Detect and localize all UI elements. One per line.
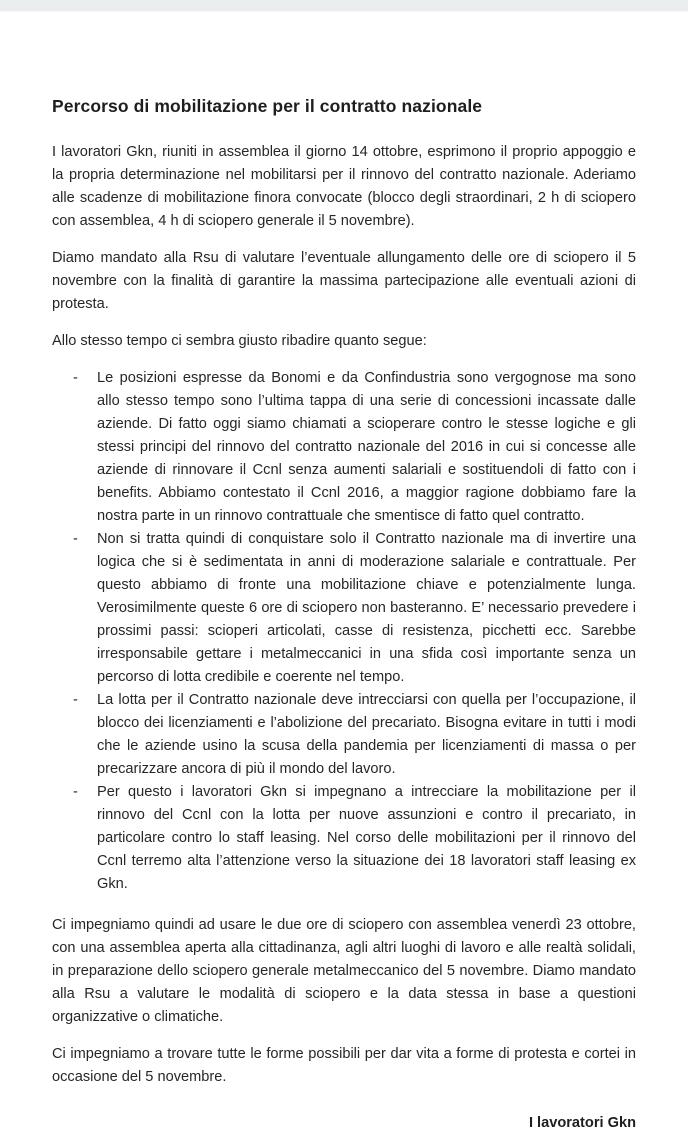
bullet-list xyxy=(52,367,636,896)
list-item xyxy=(52,367,636,528)
bullet-dash: - xyxy=(73,370,78,386)
list-item-text: Per questo i lavoratori Gkn si impegnano a intrecciare la mobilitazione per il rinnovo del Ccnl con la lotta per nuove assunzioni e contro il precariato, in particolare contro lo staff leasing. Nel corso delle mobilitazioni per il rinnovo del Ccnl terremo alta l’attenzione verso la situazione dei 18 lavoratori staff leasing ex Gkn. xyxy=(97,784,636,892)
paragraph-intro-1: I lavoratori Gkn, riuniti in assemblea il giorno 14 ottobre, esprimono il proprio appoggio e la propria determinazione nel mobilitarsi per il rinnovo del contratto nazionale. Aderiamo alle scadenze di mobilitazione finora convocate (blocco degli straordinari, 2 h di sciopero con assemblea, 4 h di sciopero generale il 5 novembre). xyxy=(52,144,636,229)
paragraph-closing-2: Ci impegniamo a trovare tutte le forme possibili per dar vita a forme di protesta e cortei in occasione del 5 novembre. xyxy=(52,1046,636,1085)
signature: I lavoratori Gkn xyxy=(528,1115,636,1131)
list-item-text: La lotta per il Contratto nazionale deve intrecciarsi con quella per l’occupazione, il blocco dei licenziamenti e l’abolizione del precariato. Bisogna evitare in tutti i modi che le aziende usino la scusa della pandemia per licenziamenti di massa o per precarizzare ancora di più il mondo del lavoro. xyxy=(97,692,636,777)
paragraph-intro-2: Diamo mandato alla Rsu di valutare l’eventuale allungamento delle ore di sciopero il 5 novembre con la finalità di garantire la massima partecipazione alle eventuali azioni di protesta. xyxy=(52,250,636,312)
bullet-dash: - xyxy=(73,784,78,800)
list-item-text: Le posizioni espresse da Bonomi e da Confindustria sono vergognose ma sono allo stesso tempo sono l’ultima tappa di una serie di concessioni incassate dalle aziende. Di fatto oggi siamo chiamati a scioperare contro le stesse logiche e gli stessi principi del rinnovo del contratto nazionale del 2016 in cui si concesse alle aziende di rinnovare il Ccnl senza aumenti salariali e sostituendoli di fatto con i benefits. Abbiamo contestato il Ccnl 2016, a maggior ragione dobbiamo fare la nostra parte in un rinnovo contrattuale che smentisce di fatto quel contratto. xyxy=(97,370,636,524)
list-item-text: Non si tratta quindi di conquistare solo il Contratto nazionale ma di invertire una logica che si è sedimentata in anni di moderazione salariale e contrattuale. Per questo abbiamo di fronte una mobilitazione chiave e potenzialmente lunga. Verosimilmente queste 6 ore di sciopero non basteranno. E’ necessario prevedere i prossimi passi: scioperi articolati, casse di resistenza, picchetti ecc. Sarebbe irresponsabile gettare i metalmeccanici in una sfida così importante senza un percorso di lotta credibile e coerente nel tempo. xyxy=(97,531,636,685)
document-page xyxy=(0,96,688,1131)
list-item xyxy=(52,528,636,689)
paragraph-closing-1: Ci impegniamo quindi ad usare le due ore di sciopero con assemblea venerdì 23 ottobre, con una assemblea aperta alla cittadinanza, agli altri luoghi di lavoro e alle realtà solidali, in preparazione dello sciopero generale metalmeccanico del 5 novembre. Diamo mandato alla Rsu a valutare le modalità di sciopero e la data stessa in base a questioni organizzative o climatiche. xyxy=(52,917,636,1025)
list-item xyxy=(52,781,636,896)
bullet-dash: - xyxy=(73,531,78,547)
page-title: Percorso di mobilitazione per il contratto nazionale xyxy=(52,96,483,116)
list-item xyxy=(52,689,636,781)
viewer-top-strip xyxy=(0,0,688,12)
bullet-dash: - xyxy=(73,692,78,708)
paragraph-intro-3: Allo stesso tempo ci sembra giusto ribadire quanto segue: xyxy=(52,333,427,349)
